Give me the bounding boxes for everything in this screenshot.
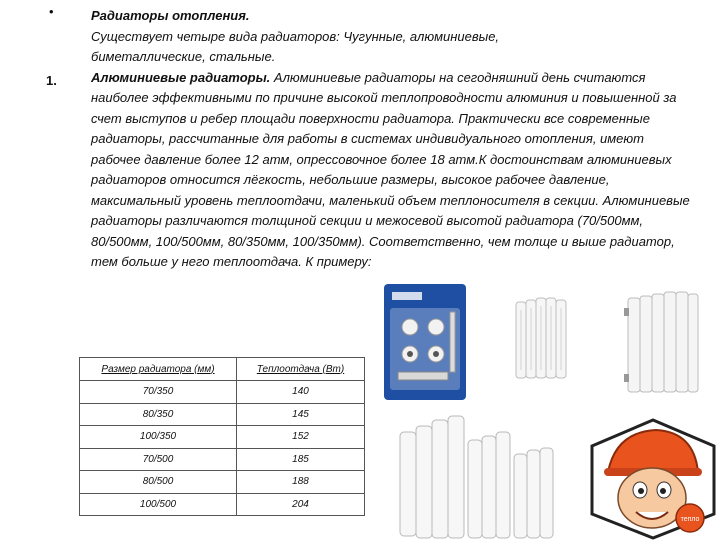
- cell-output: 152: [237, 426, 365, 449]
- aluminium-paragraph: [91, 68, 691, 273]
- radiator-small-image: [512, 296, 572, 384]
- list-number: 1.: [46, 73, 57, 88]
- fittings-kit-image: [380, 282, 470, 402]
- text-column: [91, 6, 691, 273]
- cell-output: 204: [237, 493, 365, 516]
- cell-output: 185: [237, 448, 365, 471]
- cell-size: 80/350: [80, 403, 237, 426]
- table-row: [80, 403, 365, 426]
- table-row: [80, 471, 365, 494]
- aluminium-body: Алюминиевые радиаторы на сегодняшний день считаются наиболее эффективными по причине высокой теплопроводности алюминия и повышенной за счет выступов и ребер площади поверхности радиатора. Практически все современные радиаторы, рассчитанные для работы в системах индивидуального отопления, имеют рабочее давление более 12 атм, опрессовочное более 18 атм.К достоинствам алюминиевых радиаторов относится лёгкость, небольшие размеры, высокое рабочее давление, максимальный уровень теплоотдачи, маленький объем теплоносителя в секции. Алюминиевые радиаторы различаются толщиной секции и межосевой высотой радиатора (70/500мм, 80/500мм, 100/500мм, 80/350мм, 100/350мм). Соответственно, чем толще и выше радиатор, тем больше у него теплоотдача. К примеру:: [91, 69, 690, 269]
- intro-paragraph: Существует четыре вида радиаторов: Чугунные, алюминиевые, биметаллические, стальные.: [91, 28, 500, 64]
- radiators-group-image: [394, 410, 564, 540]
- table-header-row: [80, 358, 365, 381]
- heading-radiators: Радиаторы отопления.: [91, 8, 250, 23]
- cell-size: 70/350: [80, 381, 237, 404]
- table-row: [80, 448, 365, 471]
- col-header-output: Теплоотдача (Вт): [237, 358, 365, 381]
- table-row: [80, 381, 365, 404]
- cell-size: 100/500: [80, 493, 237, 516]
- bullet-dot: •: [49, 4, 54, 19]
- col-header-size: Размер радиатора (мм): [80, 358, 237, 381]
- table-row: [80, 493, 365, 516]
- cell-size: 70/500: [80, 448, 237, 471]
- badge-text: тепло: [680, 516, 700, 523]
- table-row: [80, 426, 365, 449]
- cell-output: 140: [237, 381, 365, 404]
- cell-size: 100/350: [80, 426, 237, 449]
- plumber-mascot-image: [586, 418, 720, 540]
- cell-output: 188: [237, 471, 365, 494]
- cell-size: 80/500: [80, 471, 237, 494]
- radiator-tall-image: [624, 288, 702, 400]
- heading-aluminium: Алюминиевые радиаторы.: [91, 69, 271, 85]
- cell-output: 145: [237, 403, 365, 426]
- heat-output-table: [79, 357, 365, 516]
